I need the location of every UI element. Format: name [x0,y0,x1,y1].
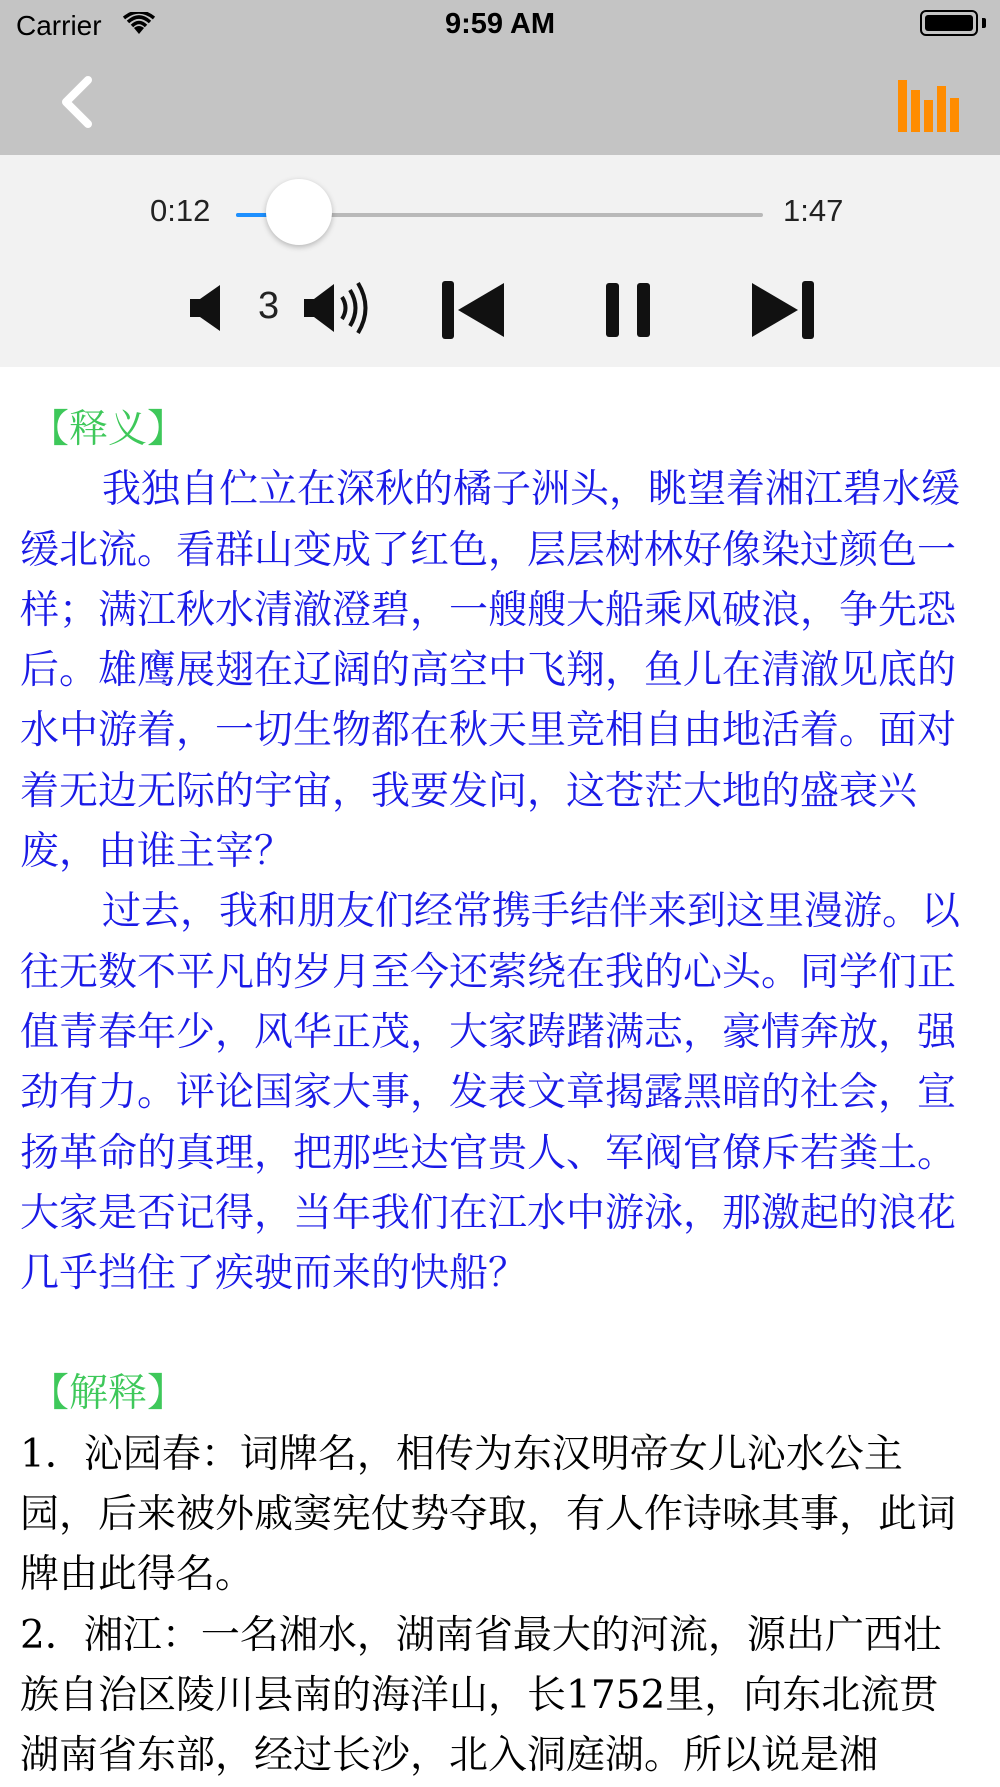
clock: 9:59 AM [444,8,556,40]
next-track-button[interactable] [748,279,816,341]
volume-down-icon[interactable] [188,283,228,333]
status-bar [0,0,1000,50]
current-time: 0:12 [150,193,211,228]
total-time: 1:47 [783,193,844,228]
carrier-label: Carrier [16,10,102,41]
battery-icon [920,10,978,36]
spacer [20,1304,970,1364]
note-item-1: 1．沁园春：词牌名，相传为东汉明帝女儿沁水公主园，后来被外戚窦宪仗势夺取，有人作诗咏其事，此词牌由此得名。 [20,1431,957,1598]
pause-button[interactable] [604,281,652,339]
audio-player [0,155,1000,367]
back-button[interactable] [52,72,112,132]
top-bar [0,0,1000,155]
section-heading-notes: 【解释】 [30,1371,187,1417]
meaning-paragraph-1: 我独自伫立在深秋的橘子洲头，眺望着湘江碧水缓缓北流。看群山变成了红色，层层树林好像染过颜色一样；满江秋水清澈澄碧，一艘艘大船乘风破浪，争先恐后。雄鹰展翅在辽阔的高空中飞翔，鱼儿在清澈见底的水中游着，一切生物都在秋天里竞相自由地活着。面对着无边无际的宇宙，我要发问，这苍茫大地的盛衰兴废，由谁主宰？ [20,467,961,875]
battery-tip [982,18,986,28]
volume-up-icon[interactable] [302,279,374,337]
equalizer-button[interactable] [898,80,960,132]
section-heading-meaning: 【释义】 [30,407,187,452]
meaning-paragraph-2: 过去，我和朋友们经常携手结伴来到这里漫游。以往无数不平凡的岁月至今还萦绕在我的心头。同学们正值青春年少，风华正茂，大家踌躇满志，豪情奔放，强劲有力。评论国家大事，发表文章揭露黑暗的社会，宣扬革命的真理，把那些达官贵人、军阀官僚斥若粪土。大家是否记得，当年我们在江水中游泳，那激起的浪花几乎挡住了疾驶而来的快船？ [20,889,961,1297]
previous-track-button[interactable] [440,279,508,341]
note-item-2: 2．湘江：一名湘水，湖南省最大的河流，源出广西壮族自治区陵川县南的海洋山，长1752里，向东北流贯湖南省东部，经过长沙，北入洞庭湖。所以说是湘 [20,1612,942,1779]
lyrics-content [20,400,970,1787]
progress-thumb[interactable] [266,179,332,245]
volume-level: 3 [258,285,280,327]
